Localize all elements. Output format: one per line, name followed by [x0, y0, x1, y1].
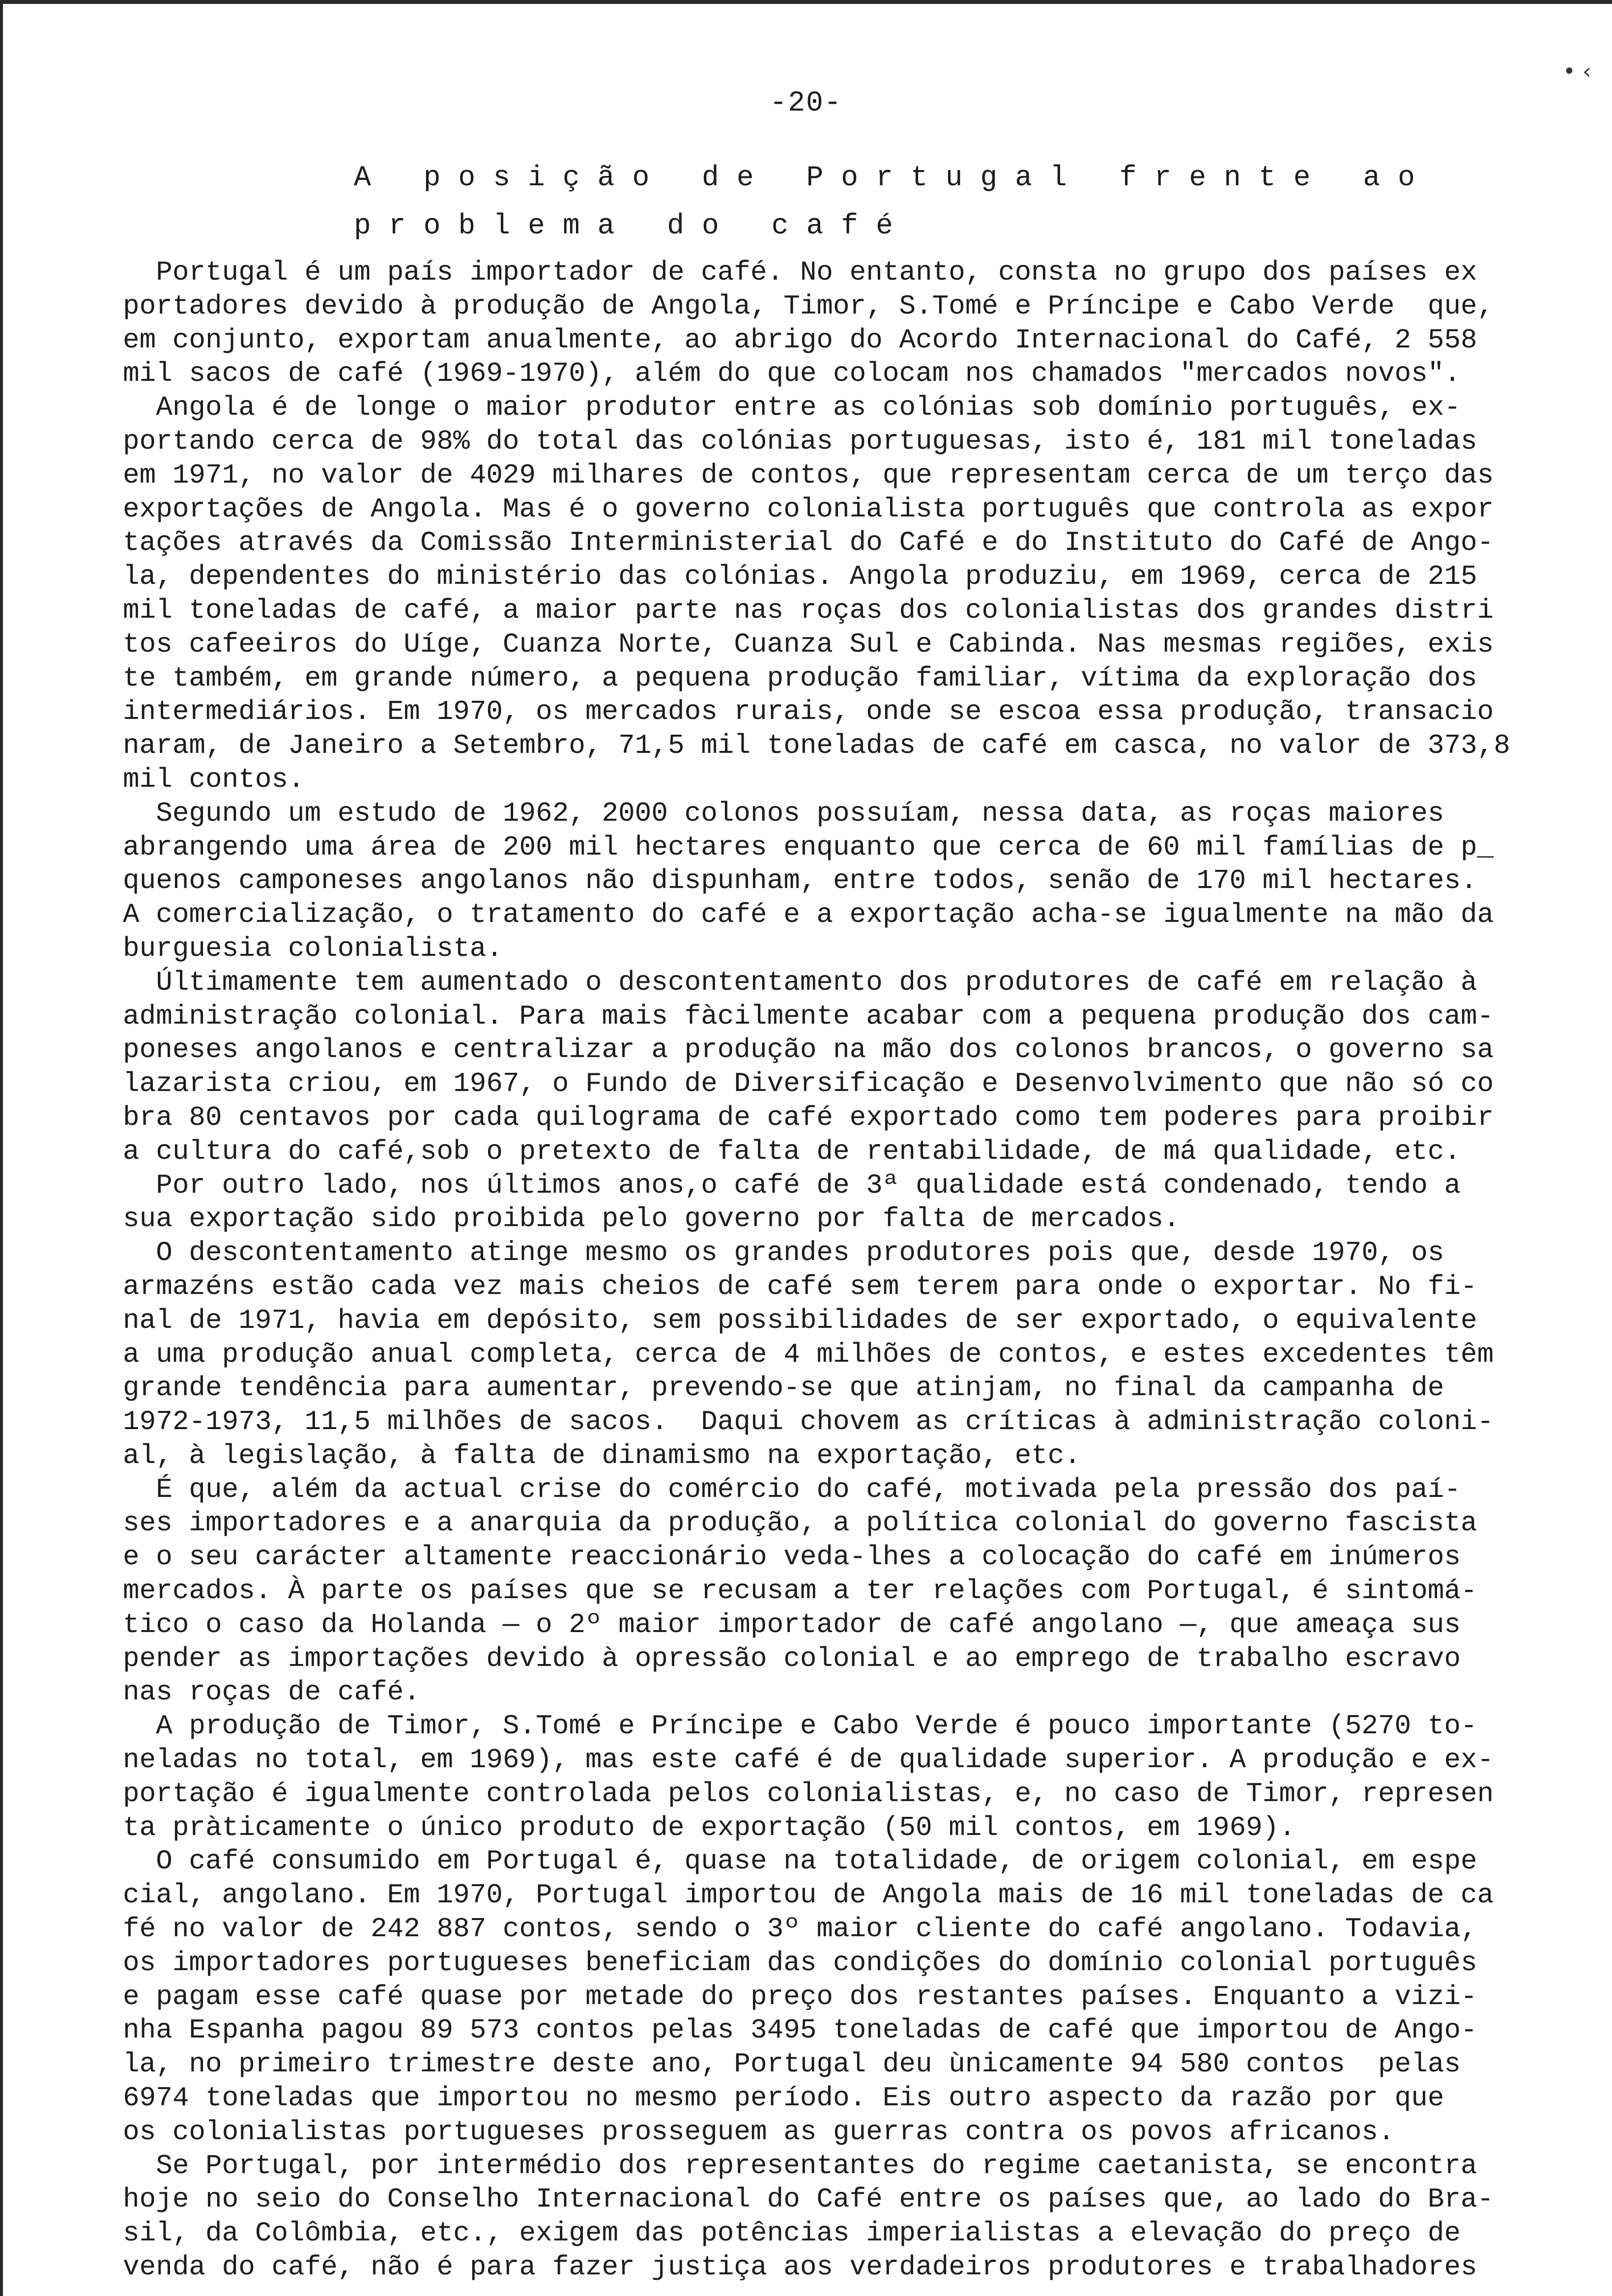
section-title-line-2: problema do café [354, 210, 911, 242]
text-line: Por outro lado, nos últimos anos,o café de 3ª qualidade está condenado, tendo a [123, 1169, 1461, 1201]
text-line: bra 80 centavos por cada quilograma de café exportado como tem poderes para proibir [123, 1101, 1494, 1133]
text-line: quenos camponeses angolanos não dispunham, entre todos, senão de 170 mil hectares. [123, 865, 1477, 897]
paragraph [123, 797, 1578, 966]
text-line: ta pràticamente o único produto de exportação (50 mil contos, em 1969). [123, 1811, 1295, 1843]
text-line: nas roças de café. [123, 1676, 420, 1708]
text-line: poneses angolanos e centralizar a produção na mão dos colonos brancos, o governo sa [123, 1034, 1494, 1066]
paragraph [123, 1844, 1578, 2149]
text-line: mercados. À parte os países que se recusam a ter relações com Portugal, é sintomá- [123, 1575, 1477, 1607]
paragraph [123, 1169, 1578, 1236]
page-number: -20- [770, 87, 842, 119]
text-line: os colonialistas portugueses prosseguem as guerras contra os povos africanos. [123, 2116, 1395, 2148]
text-line: a uma produção anual completa, cerca de 4 milhões de contos, e estes excedentes têm [123, 1338, 1494, 1370]
paragraph [123, 2149, 1578, 2284]
text-line: la, no primeiro trimestre deste ano, Portugal deu ùnicamente 94 580 contos pelas [123, 2048, 1461, 2080]
text-line: pender as importações devido à opressão colonial e ao emprego de trabalho escravo [123, 1642, 1461, 1674]
text-line: mil toneladas de café, a maior parte nas roças dos colonialistas dos grandes distri [123, 594, 1494, 626]
text-line: Últimamente tem aumentado o descontentamento dos produtores de café em relação à [123, 966, 1477, 998]
text-line: sua exportação sido proibida pelo governo por falta de mercados. [123, 1203, 1180, 1235]
text-line: Portugal é um país importador de café. No entanto, consta no grupo dos países ex [123, 257, 1477, 288]
text-line: os importadores portugueses beneficiam das condições do domínio colonial português [123, 1947, 1477, 1979]
text-line: 6974 toneladas que importou no mesmo período. Eis outro aspecto da razão por que [123, 2082, 1444, 2114]
text-line: naram, de Janeiro a Setembro, 71,5 mil toneladas de café em casca, no valor de 373,8 [123, 730, 1510, 762]
text-line: te também, em grande número, a pequena produção familiar, vítima da exploração dos [123, 662, 1477, 694]
text-line: É que, além da actual crise do comércio do café, motivada pela pressão dos paí- [123, 1473, 1461, 1505]
text-line: la, dependentes do ministério das colónias. Angola produziu, em 1969, cerca de 215 [123, 561, 1477, 593]
text-line: exportações de Angola. Mas é o governo colonialista português que controla as expor [123, 493, 1494, 525]
paragraph [123, 966, 1578, 1169]
text-line: grande tendência para aumentar, prevendo-se que atinjam, no final da campanha de [123, 1372, 1444, 1404]
text-line: O descontentamento atinge mesmo os grandes produtores pois que, desde 1970, os [123, 1237, 1444, 1269]
text-line: a cultura do café,sob o pretexto de falta de rentabilidade, de má qualidade, etc. [123, 1135, 1461, 1167]
text-line: cial, angolano. Em 1970, Portugal importou de Angola mais de 16 mil toneladas de ca [123, 1879, 1494, 1911]
text-line: fé no valor de 242 887 contos, sendo o 3º maior cliente do café angolano. Todavia, [123, 1913, 1477, 1945]
text-line: portação é igualmente controlada pelos colonialistas, e, no caso de Timor, represen [123, 1778, 1494, 1809]
text-line: lazarista criou, em 1967, o Fundo de Diversificação e Desenvolvimento que não só co [123, 1068, 1494, 1100]
text-line: Angola é de longe o maior produtor entre as colónias sob domínio português, ex- [123, 392, 1461, 424]
text-line: mil sacos de café (1969-1970), além do que colocam nos chamados "mercados novos". [123, 358, 1461, 390]
text-line: burguesia colonialista. [123, 932, 503, 964]
text-line: A produção de Timor, S.Tomé e Príncipe e Cabo Verde é pouco importante (5270 to- [123, 1710, 1477, 1742]
text-line: administração colonial. Para mais fàcilmente acabar com a pequena produção dos cam- [123, 1000, 1494, 1032]
text-line: tico o caso da Holanda — o 2º maior importador de café angolano —, que ameaça sus [123, 1608, 1461, 1640]
text-line: venda do café, não é para fazer justiça aos verdadeiros produtores e trabalhadores [123, 2251, 1477, 2283]
text-line: neladas no total, em 1969), mas este café é de qualidade superior. A produção e ex- [123, 1744, 1494, 1776]
text-line: hoje no seio do Conselho Internacional do Café entre os países que, ao lado do Bra- [123, 2183, 1494, 2215]
text-line: al, à legislação, à falta de dinamismo na exportação, etc. [123, 1439, 1081, 1471]
text-line: Segundo um estudo de 1962, 2000 colonos possuíam, nessa data, as roças maiores [123, 797, 1444, 829]
text-line: mil contos. [123, 763, 305, 795]
text-line: nal de 1971, havia em depósito, sem possibilidades de ser exportado, o equivalente [123, 1304, 1477, 1336]
text-line: e pagam esse café quase por metade do preço dos restantes países. Enquanto a vizi- [123, 1980, 1477, 2012]
text-line: O café consumido em Portugal é, quase na totalidade, de origem colonial, em espe [123, 1845, 1477, 1877]
text-line: armazéns estão cada vez mais cheios de café sem terem para onde o exportar. No fi- [123, 1270, 1477, 1302]
text-line: intermediários. Em 1970, os mercados rurais, onde se escoa essa produção, transacio [123, 696, 1494, 728]
paragraph [123, 1473, 1578, 1710]
text-line: tações através da Comissão Interministerial do Café e do Instituto do Café de Ango- [123, 527, 1494, 559]
section-title-line-1: A posição de Portugal frente ao [354, 162, 1433, 194]
text-line: sil, da Colômbia, etc., exigem das potências imperialistas a elevação do preço de [123, 2217, 1461, 2249]
paragraph [123, 256, 1578, 391]
text-line: em conjunto, exportam anualmente, ao abrigo do Acordo Internacional do Café, 2 558 [123, 324, 1477, 356]
text-line: portando cerca de 98% do total das colónias portuguesas, isto é, 181 mil toneladas [123, 425, 1477, 457]
paragraph [123, 391, 1578, 797]
margin-mark: • ‹ [1563, 59, 1591, 84]
body-text [123, 256, 1578, 2284]
text-line: abrangendo uma área de 200 mil hectares enquanto que cerca de 60 mil famílias de p_ [123, 831, 1494, 863]
text-line: Se Portugal, por intermédio dos representantes do regime caetanista, se encontra [123, 2150, 1477, 2181]
paragraph [123, 1709, 1578, 1844]
text-line: nha Espanha pagou 89 573 contos pelas 3495 toneladas de café que importou de Ango- [123, 2014, 1477, 2046]
text-line: portadores devido à produção de Angola, Timor, S.Tomé e Príncipe e Cabo Verde que, [123, 290, 1494, 322]
text-line: 1972-1973, 11,5 milhões de sacos. Daqui chovem as críticas à administração coloni- [123, 1406, 1494, 1438]
text-line: ses importadores e a anarquia da produção, a política colonial do governo fascista [123, 1507, 1477, 1539]
text-line: tos cafeeiros do Uíge, Cuanza Norte, Cuanza Sul e Cabinda. Nas mesmas regiões, exis [123, 628, 1494, 660]
paragraph [123, 1236, 1578, 1473]
text-line: e o seu carácter altamente reaccionário veda-lhes a colocação do café em inúmeros [123, 1541, 1461, 1573]
text-line: em 1971, no valor de 4029 milhares de contos, que representam cerca de um terço das [123, 459, 1494, 491]
text-line: A comercialização, o tratamento do café e a exportação acha-se igualmente na mão da [123, 899, 1494, 931]
